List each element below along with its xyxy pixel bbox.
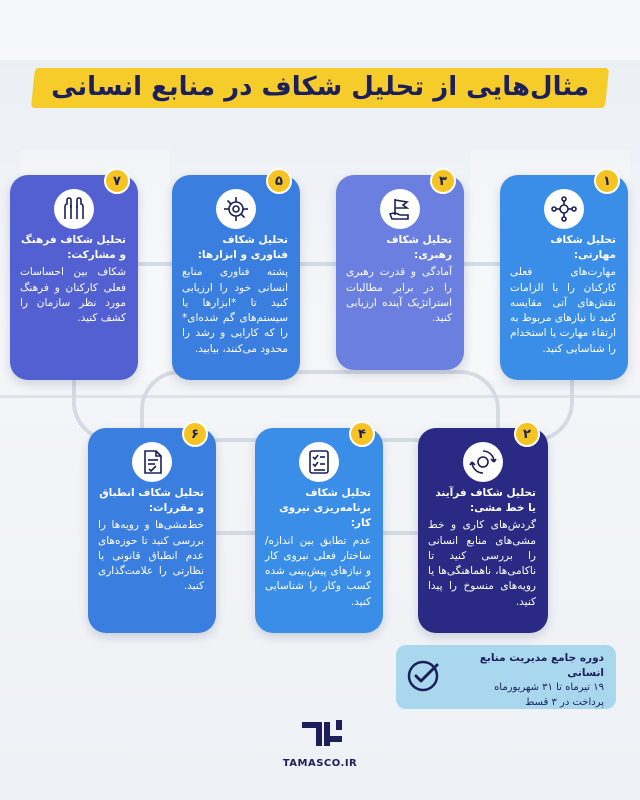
card-number: ۷ (104, 168, 130, 194)
card-title: تحلیل شکاف فرآیند یا خط مشی: (435, 487, 536, 515)
process-cycle-icon (463, 442, 503, 482)
title-banner (0, 68, 640, 108)
title-highlight (31, 68, 609, 108)
people-network-icon (544, 189, 584, 229)
page-title: مثال‌هایی از تحلیل شکاف در منابع انسانی (51, 72, 590, 102)
card-body: شکاف بین احساسات فعلی کارکنان و فرهنگ مورد نظر سازمان را کشف کنید. (20, 266, 126, 325)
card-body: آمادگی و قدرت رهبری را در برابر مطالبات استراتژیک آینده ارزیابی کنید. (346, 266, 452, 325)
card-number: ۲ (514, 421, 540, 447)
card-body: پشته فناوری منابع انسانی خود را ارزیابی کنید تا *ابزارها یا سیستم‌های گم شده‌ای* را که کارایی و رشد را محدود می‌کنند، بیابید. (182, 266, 288, 355)
card-body: گردش‌های کاری و خط مشی‌های منابع انسانی را بررسی کنید تا ناکامی‌ها، ناهماهنگی‌ها یا رویه‌های منسوخ را پیدا کنید. (428, 519, 536, 608)
card-body: عدم تطابق بین اندازه/ساختار فعلی نیروی کار و نیازهای پیش‌بینی شده کسب وکار را شناسایی کنید. (265, 534, 371, 608)
brand-text: TAMASCO.IR (282, 758, 358, 769)
card-culture-gap (10, 175, 138, 380)
course-info-box (396, 645, 616, 709)
course-title: دوره جامع مدیریت منابع انسانی (479, 652, 604, 679)
bg-ceiling (0, 0, 640, 60)
card-title: تحلیل شکاف فناوری و ابزارها: (197, 234, 288, 262)
card-title: تحلیل شکاف برنامه‌ریزی نیروی کار: (279, 487, 371, 530)
card-technology-gap (172, 175, 300, 380)
card-skill-gap (500, 175, 628, 380)
tamasco-logo-icon (300, 716, 344, 748)
card-compliance-gap (88, 428, 216, 633)
document-check-icon (132, 442, 172, 482)
card-title: تحلیل شکاف رهبری: (386, 234, 452, 262)
card-number: ۱ (594, 168, 620, 194)
card-workforce-gap (255, 428, 383, 633)
course-payment: پرداخت در ۳ قسط (525, 697, 604, 709)
card-body: خط‌مشی‌ها و رویه‌ها را بررسی کنید تا حوزه‌های عدم انطباق قانونی یا نظارتی را علامت‌گذاری کنید. (98, 519, 204, 593)
card-title: تحلیل شکاف فرهنگ و مشارکت: (20, 234, 126, 262)
flag-hand-icon (380, 189, 420, 229)
card-number: ۳ (430, 168, 456, 194)
card-title: تحلیل شکاف مهارتی: (550, 234, 616, 262)
hands-raised-icon (54, 189, 94, 229)
gear-circuit-icon (216, 189, 256, 229)
card-title: تحلیل شکاف انطباق و مقررات: (99, 487, 204, 515)
card-process-gap (418, 428, 548, 633)
card-body: مهارت‌های فعلی کارکنان را با الزامات نقش‌های آتی مقایسه کنید تا نیازهای مربوط به ارتقاء مهارت یا استخدام را شناسایی کنید. (510, 266, 616, 355)
card-leadership-gap (336, 175, 464, 370)
course-dates: ۱۹ تیرماه تا ۳۱ شهریورماه (494, 682, 604, 694)
card-number: ۴ (349, 421, 375, 447)
check-circle-icon (406, 659, 440, 693)
card-number: ۶ (182, 421, 208, 447)
checklist-icon (299, 442, 339, 482)
card-number: ۵ (266, 168, 292, 194)
